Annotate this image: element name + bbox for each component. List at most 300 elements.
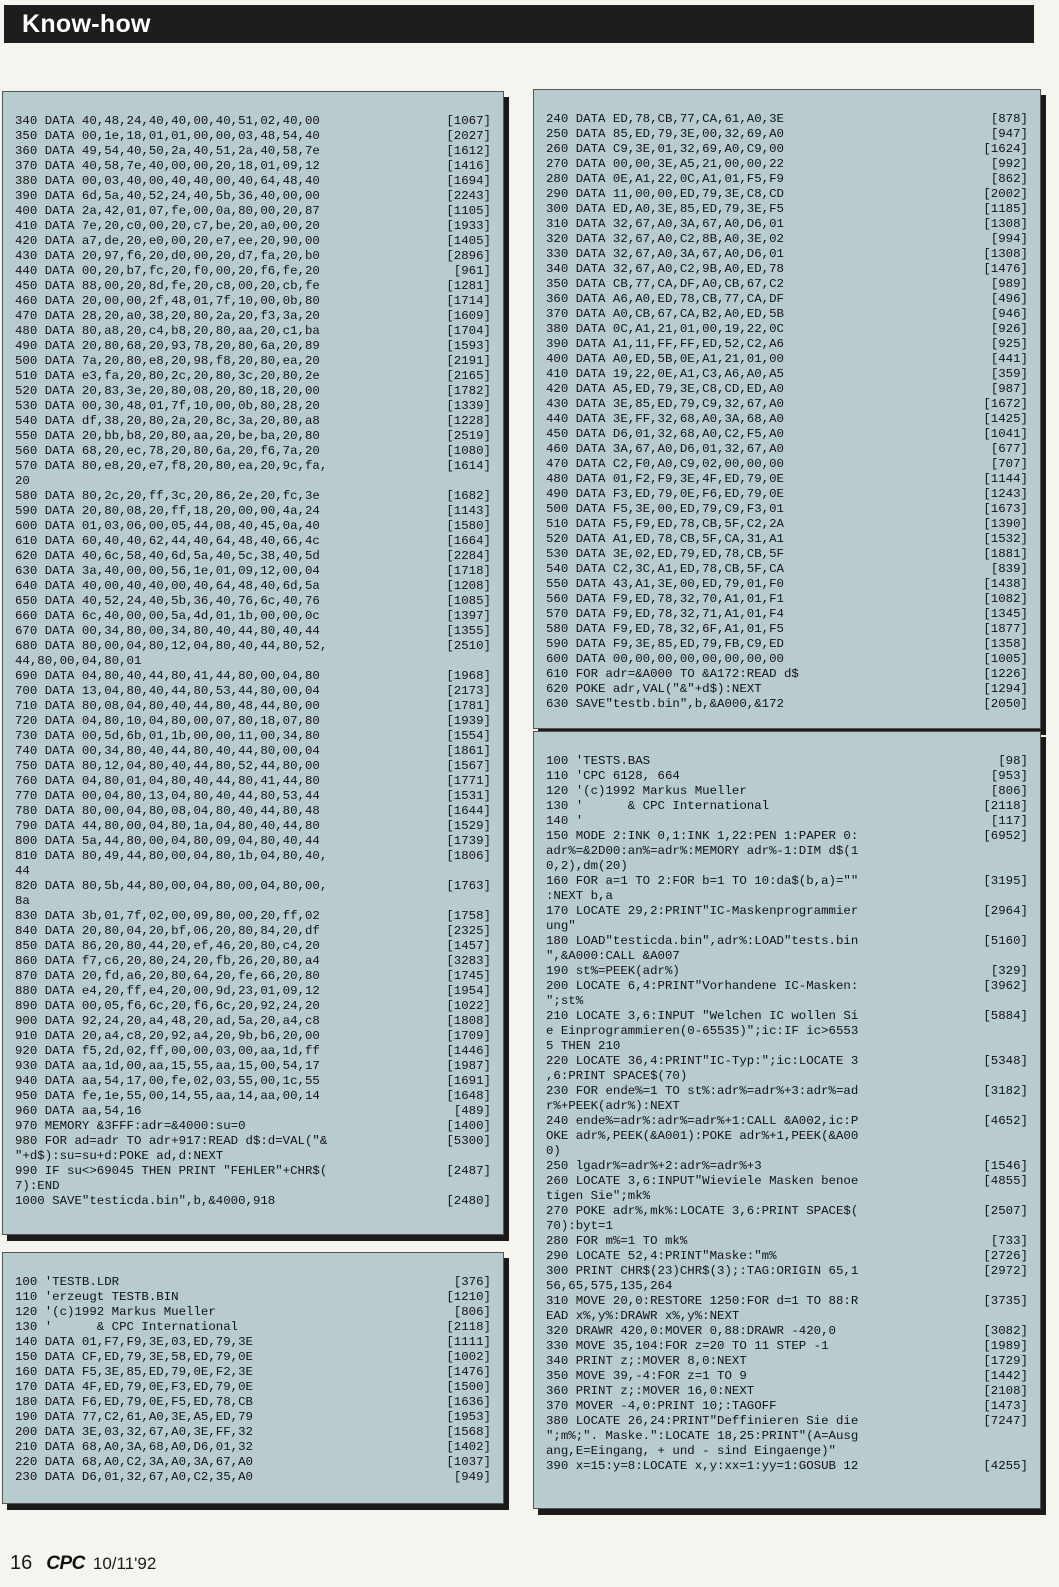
code-line [15, 459, 491, 474]
checksum: [1954] [446, 984, 491, 998]
code-line [15, 309, 491, 324]
code-text: 580 DATA F9,ED,78,32,6F,A1,01,F5 [546, 622, 784, 636]
code-text: 0) [546, 1144, 561, 1158]
code-line [15, 849, 491, 864]
checksum: [1446] [446, 1044, 491, 1058]
code-text: 750 DATA 80,12,04,80,40,44,80,52,44,80,00 [15, 759, 320, 773]
code-line [546, 1369, 1028, 1384]
checksum: [5348] [983, 1054, 1028, 1068]
checksum: [2487] [446, 1164, 491, 1178]
code-line [546, 784, 1028, 799]
code-line [15, 819, 491, 834]
code-line [546, 1099, 1028, 1114]
code-line [546, 247, 1028, 262]
code-line [15, 879, 491, 894]
checksum: [1185] [983, 202, 1028, 216]
checksum: [489] [453, 1104, 491, 1118]
code-line [15, 864, 491, 879]
checksum: [2480] [446, 1194, 491, 1208]
code-text: 300 PRINT CHR$(23)CHR$(3);:TAG:ORIGIN 65,1 [546, 1264, 859, 1278]
code-text: 630 SAVE"testb.bin",b,&A000,&172 [546, 697, 784, 711]
code-text: 400 DATA A0,ED,5B,0E,A1,21,01,00 [546, 352, 784, 366]
code-line [546, 172, 1028, 187]
code-line [15, 804, 491, 819]
checksum: [1968] [446, 669, 491, 683]
code-line [15, 504, 491, 519]
code-line [546, 397, 1028, 412]
code-text: 380 LOCATE 26,24:PRINT"Deffinieren Sie die [546, 1414, 859, 1428]
checksum: [1529] [446, 819, 491, 833]
checksum: [2243] [446, 189, 491, 203]
code-line [15, 354, 491, 369]
checksum: [1080] [446, 444, 491, 458]
magazine-logo: CPC [46, 1553, 85, 1574]
code-line [546, 517, 1028, 532]
checksum: [3182] [983, 1084, 1028, 1098]
code-line [546, 592, 1028, 607]
code-text: 530 DATA 00,30,48,01,7f,10,00,0b,80,28,20 [15, 399, 320, 413]
code-text: 520 DATA A1,ED,78,CB,5F,CA,31,A1 [546, 532, 784, 546]
code-text: 370 DATA 40,58,7e,40,00,00,20,18,01,09,12 [15, 159, 320, 173]
code-line [15, 489, 491, 504]
code-text: 540 DATA C2,3C,A1,ED,78,CB,5F,CA [546, 562, 784, 576]
checksum: [1416] [446, 159, 491, 173]
code-text: 590 DATA 20,80,08,20,ff,18,20,00,00,4a,24 [15, 504, 320, 518]
code-line [15, 789, 491, 804]
checksum: [1402] [446, 1440, 491, 1454]
code-line [15, 894, 491, 909]
code-text: 210 DATA 68,A0,3A,68,A0,D6,01,32 [15, 1440, 253, 1454]
checksum: [989] [990, 277, 1028, 291]
checksum: [1933] [446, 219, 491, 233]
checksum: [5300] [446, 1134, 491, 1148]
code-line [546, 934, 1028, 949]
code-line [15, 1149, 491, 1164]
checksum: [1085] [446, 594, 491, 608]
code-text: 210 LOCATE 3,6:INPUT "Welchen IC wollen Si [546, 1009, 859, 1023]
code-text: 350 MOVE 39,-4:FOR z=1 TO 9 [546, 1369, 747, 1383]
code-text: tigen Sie";mk% [546, 1189, 651, 1203]
checksum: [953] [990, 769, 1028, 783]
code-line [546, 232, 1028, 247]
code-line [546, 904, 1028, 919]
code-line [546, 502, 1028, 517]
code-text: ";m%;". Maske.":LOCATE 18,25:PRINT"(A=Ausg [546, 1429, 859, 1443]
checksum: [1987] [446, 1059, 491, 1073]
code-line [15, 429, 491, 444]
code-text: 140 DATA 01,F7,F9,3E,03,ED,79,3E [15, 1335, 253, 1349]
checksum: [1624] [983, 142, 1028, 156]
code-line [15, 1179, 491, 1194]
code-line [15, 924, 491, 939]
code-line [15, 1365, 491, 1380]
code-line [546, 1174, 1028, 1189]
code-line [546, 1234, 1028, 1249]
code-line [546, 382, 1028, 397]
code-line [15, 954, 491, 969]
code-text: 580 DATA 80,2c,20,ff,3c,20,86,2e,20,fc,3e [15, 489, 320, 503]
code-line [546, 1219, 1028, 1234]
code-text: 150 DATA CF,ED,79,3E,58,ED,79,0E [15, 1350, 253, 1364]
code-text: 160 FOR a=1 TO 2:FOR b=1 TO 10:da$(b,a)="" [546, 874, 859, 888]
code-text: 880 DATA e4,20,ff,e4,20,00,9d,23,01,09,12 [15, 984, 320, 998]
code-text: 660 DATA 6c,40,00,00,5a,4d,01,1b,00,00,0c [15, 609, 320, 623]
code-text: 110 'CPC 6128, 664 [546, 769, 680, 783]
code-line [546, 874, 1028, 889]
code-line [15, 1104, 491, 1119]
checksum: [733] [990, 1234, 1028, 1248]
code-line [546, 1084, 1028, 1099]
checksum: [806] [990, 784, 1028, 798]
code-text: 860 DATA f7,c6,20,80,24,20,fb,26,20,80,a4 [15, 954, 320, 968]
checksum: [707] [990, 457, 1028, 471]
checksum: [1704] [446, 324, 491, 338]
checksum: [1143] [446, 504, 491, 518]
code-line [546, 1204, 1028, 1219]
code-line [546, 769, 1028, 784]
code-text: 340 PRINT z;:MOVER 8,0:NEXT [546, 1354, 747, 1368]
code-text: 120 '(c)1992 Markus Mueller [15, 1305, 216, 1319]
code-line [546, 1024, 1028, 1039]
code-line [546, 157, 1028, 172]
code-line [15, 324, 491, 339]
checksum: [5884] [983, 1009, 1028, 1023]
code-line [15, 519, 491, 534]
checksum: [5160] [983, 934, 1028, 948]
code-text: 420 DATA A5,ED,79,3E,C8,CD,ED,A0 [546, 382, 784, 396]
code-text: ,6:PRINT SPACE$(70) [546, 1069, 688, 1083]
code-text: 360 DATA 49,54,40,50,2a,40,51,2a,40,58,7e [15, 144, 320, 158]
checksum: [1939] [446, 714, 491, 728]
code-text: 240 DATA ED,78,CB,77,CA,61,A0,3E [546, 112, 784, 126]
code-line [15, 774, 491, 789]
code-line [15, 444, 491, 459]
checksum: [1397] [446, 609, 491, 623]
code-line [15, 339, 491, 354]
code-line [546, 754, 1028, 769]
code-text: 590 DATA F9,3E,85,ED,79,FB,C9,ED [546, 637, 784, 651]
checksum: [1714] [446, 294, 491, 308]
code-line [15, 594, 491, 609]
code-line [546, 697, 1028, 712]
checksum: [2173] [446, 684, 491, 698]
checksum: [2284] [446, 549, 491, 563]
checksum: [1739] [446, 834, 491, 848]
code-line [546, 1279, 1028, 1294]
code-text: 180 LOAD"testicda.bin",adr%:LOAD"tests.bin [546, 934, 859, 948]
code-line [15, 1395, 491, 1410]
checksum: [1425] [983, 412, 1028, 426]
checksum: [1580] [446, 519, 491, 533]
code-line [15, 939, 491, 954]
checksum: [1111] [446, 1335, 491, 1349]
code-text: 110 'erzeugt TESTB.BIN [15, 1290, 179, 1304]
code-line [15, 159, 491, 174]
checksum: [1294] [983, 682, 1028, 696]
code-text: 460 DATA 20,00,00,2f,48,01,7f,10,00,0b,80 [15, 294, 320, 308]
code-text: 620 POKE adr,VAL("&"+d$):NEXT [546, 682, 762, 696]
checksum: [376] [453, 1275, 491, 1289]
code-line [546, 412, 1028, 427]
checksum: [1567] [446, 759, 491, 773]
code-line [546, 949, 1028, 964]
code-line [546, 1069, 1028, 1084]
code-text: e Einprogrammieren(0-65535)";ic:IF ic>6553 [546, 1024, 859, 1038]
code-line [546, 799, 1028, 814]
code-line [546, 322, 1028, 337]
checksum: [1022] [446, 999, 491, 1013]
checksum: [946] [990, 307, 1028, 321]
code-line [15, 474, 491, 489]
code-text: EAD x%,y%:DRAWR x%,y%:NEXT [546, 1309, 740, 1323]
code-text: 260 DATA C9,3E,01,32,69,A0,C9,00 [546, 142, 784, 156]
checksum: [3195] [983, 874, 1028, 888]
checksum: [961] [453, 264, 491, 278]
code-line [15, 1044, 491, 1059]
code-text: 390 x=15:y=8:LOCATE x,y:xx=1:yy=1:GOSUB 12 [546, 1459, 859, 1473]
code-text: 320 DRAWR 420,0:MOVER 0,88:DRAWR -420,0 [546, 1324, 836, 1338]
code-line [546, 622, 1028, 637]
code-text: 44,80,00,04,80,01 [15, 654, 142, 668]
code-line [546, 889, 1028, 904]
code-text: 170 DATA 4F,ED,79,0E,F3,ED,79,0E [15, 1380, 253, 1394]
code-text: 430 DATA 20,97,f6,20,d0,00,20,d7,fa,20,b0 [15, 249, 320, 263]
code-text: 130 ' & CPC International [15, 1320, 239, 1334]
code-line [15, 579, 491, 594]
checksum: [98] [998, 754, 1028, 768]
checksum: [1808] [446, 1014, 491, 1028]
code-line [15, 969, 491, 984]
checksum: [2165] [446, 369, 491, 383]
code-text: ang,E=Eingang, + und - sind Eingaenge)" [546, 1444, 836, 1458]
code-text: 280 DATA 0E,A1,22,0C,A1,01,F5,F9 [546, 172, 784, 186]
code-line [546, 352, 1028, 367]
code-line [546, 1039, 1028, 1054]
code-line [15, 1335, 491, 1350]
code-line [15, 1410, 491, 1425]
code-text: 480 DATA 80,a8,20,c4,b8,20,80,aa,20,c1,ba [15, 324, 320, 338]
checksum: [1644] [446, 804, 491, 818]
code-text: 280 FOR m%=1 TO mk% [546, 1234, 688, 1248]
code-line [546, 262, 1028, 277]
code-line [546, 652, 1028, 667]
checksum: [1771] [446, 774, 491, 788]
page-footer [10, 1552, 156, 1582]
code-text: 760 DATA 04,80,01,04,80,40,44,80,41,44,80 [15, 774, 320, 788]
checksum: [1861] [446, 744, 491, 758]
code-text: 260 LOCATE 3,6:INPUT"Wieviele Masken benoe [546, 1174, 859, 1188]
code-text: 950 DATA fe,1e,55,00,14,55,aa,14,aa,00,14 [15, 1089, 320, 1103]
code-line [15, 729, 491, 744]
checksum: [806] [453, 1305, 491, 1319]
code-text: 470 DATA C2,F0,A0,C9,02,00,00,00 [546, 457, 784, 471]
code-text: 370 DATA A0,CB,67,CA,B2,A0,ED,5B [546, 307, 784, 321]
code-line [15, 399, 491, 414]
code-line [15, 1089, 491, 1104]
code-line [15, 1275, 491, 1290]
code-text: 450 DATA D6,01,32,68,A0,C2,F5,A0 [546, 427, 784, 441]
checksum: [878] [990, 112, 1028, 126]
code-text: 400 DATA 2a,42,01,07,fe,00,0a,80,00,20,87 [15, 204, 320, 218]
code-line [15, 1029, 491, 1044]
code-line [15, 1440, 491, 1455]
checksum: [1673] [983, 502, 1028, 516]
code-line [15, 609, 491, 624]
code-text: 420 DATA a7,de,20,e0,00,20,e7,ee,20,90,00 [15, 234, 320, 248]
code-text: 340 DATA 40,48,24,40,40,00,40,51,02,40,00 [15, 114, 320, 128]
code-line [15, 699, 491, 714]
code-text: 970 MEMORY &3FFF:adr=&4000:su=0 [15, 1119, 246, 1133]
code-text: 490 DATA 20,80,68,20,93,78,20,80,6a,20,89 [15, 339, 320, 353]
checksum: [1648] [446, 1089, 491, 1103]
checksum: [1718] [446, 564, 491, 578]
code-line [546, 1159, 1028, 1174]
checksum: [1554] [446, 729, 491, 743]
checksum: [1729] [983, 1354, 1028, 1368]
checksum: [925] [990, 337, 1028, 351]
checksum: [1226] [983, 667, 1028, 681]
checksum: [1345] [983, 607, 1028, 621]
checksum: [2108] [983, 1384, 1028, 1398]
code-text: 830 DATA 3b,01,7f,02,00,09,80,00,20,ff,02 [15, 909, 320, 923]
checksum: [1144] [983, 472, 1028, 486]
code-line [15, 1074, 491, 1089]
code-line [546, 532, 1028, 547]
code-line [546, 1114, 1028, 1129]
code-line [15, 744, 491, 759]
code-text: 490 DATA F3,ED,79,0E,F6,ED,79,0E [546, 487, 784, 501]
checksum: [949] [453, 1470, 491, 1484]
checksum: [1500] [446, 1380, 491, 1394]
code-line [546, 829, 1028, 844]
code-text: 680 DATA 80,00,04,80,12,04,80,40,44,80,52, [15, 639, 328, 653]
code-line [546, 442, 1028, 457]
code-line [546, 607, 1028, 622]
code-text: 340 DATA 32,67,A0,C2,9B,A0,ED,78 [546, 262, 784, 276]
code-text: 290 LOCATE 52,4:PRINT"Maske:"m% [546, 1249, 777, 1263]
code-line [15, 1290, 491, 1305]
code-line [546, 1009, 1028, 1024]
code-line [546, 202, 1028, 217]
code-text: 160 DATA F5,3E,85,ED,79,0E,F2,3E [15, 1365, 253, 1379]
code-line [546, 1459, 1028, 1474]
code-text: 140 ' [546, 814, 584, 828]
listing-panel-testicda-loader [2, 91, 504, 1235]
listing-panel-testb-continued [533, 89, 1041, 729]
checksum: [1989] [983, 1339, 1028, 1353]
code-text: 180 DATA F6,ED,79,0E,F5,ED,78,CB [15, 1395, 253, 1409]
checksum: [2027] [446, 129, 491, 143]
code-line [546, 307, 1028, 322]
code-line [15, 1455, 491, 1470]
code-line [15, 1425, 491, 1440]
code-text: 440 DATA 00,20,b7,fc,20,f0,00,20,f6,fe,20 [15, 264, 320, 278]
code-text: 650 DATA 40,52,24,40,5b,36,40,76,6c,40,76 [15, 594, 320, 608]
code-text: 44 [15, 864, 30, 878]
code-line [15, 999, 491, 1014]
code-line [15, 714, 491, 729]
code-text: 220 LOCATE 36,4:PRINT"IC-Typ:";ic:LOCATE 3 [546, 1054, 859, 1068]
code-text: 200 LOCATE 6,4:PRINT"Vorhandene IC-Masken: [546, 979, 859, 993]
checksum: [1664] [446, 534, 491, 548]
code-text: 250 DATA 85,ED,79,3E,00,32,69,A0 [546, 127, 784, 141]
checksum: [677] [990, 442, 1028, 456]
code-line [546, 1129, 1028, 1144]
code-line [15, 264, 491, 279]
code-text: 1000 SAVE"testicda.bin",b,&4000,918 [15, 1194, 276, 1208]
code-text: 900 DATA 92,24,20,a4,48,20,ad,5a,20,a4,c8 [15, 1014, 320, 1028]
code-text: 550 DATA 20,bb,b8,20,80,aa,20,be,ba,20,80 [15, 429, 320, 443]
code-line [15, 369, 491, 384]
code-text: 910 DATA 20,a4,c8,20,92,a4,20,9b,b6,20,00 [15, 1029, 320, 1043]
checksum: [4652] [983, 1114, 1028, 1128]
code-text: 710 DATA 80,08,04,80,40,44,80,48,44,80,00 [15, 699, 320, 713]
code-line [546, 1309, 1028, 1324]
code-line [546, 859, 1028, 874]
code-line [15, 1014, 491, 1029]
code-text: 350 DATA 00,1e,18,01,01,00,00,03,48,54,40 [15, 129, 320, 143]
code-text: 620 DATA 40,6c,58,40,6d,5a,40,5c,38,40,5d [15, 549, 320, 563]
code-line [546, 667, 1028, 682]
checksum: [2964] [983, 904, 1028, 918]
checksum: [1694] [446, 174, 491, 188]
code-text: 100 'TESTB.LDR [15, 1275, 120, 1289]
code-text: :NEXT b,a [546, 889, 613, 903]
code-text: 570 DATA 80,e8,20,e7,f8,20,80,ea,20,9c,fa, [15, 459, 328, 473]
checksum: [1228] [446, 414, 491, 428]
code-text: 350 DATA CB,77,CA,DF,A0,CB,67,C2 [546, 277, 784, 291]
code-text: 360 DATA A6,A0,ED,78,CB,77,CA,DF [546, 292, 784, 306]
checksum: [1709] [446, 1029, 491, 1043]
code-line [546, 919, 1028, 934]
code-text: 170 LOCATE 29,2:PRINT"IC-Maskenprogrammier [546, 904, 859, 918]
code-line [546, 1414, 1028, 1429]
code-text: ";st% [546, 994, 584, 1008]
code-text: 550 DATA 43,A1,3E,00,ED,79,01,F0 [546, 577, 784, 591]
code-text: 560 DATA F9,ED,78,32,70,A1,01,F1 [546, 592, 784, 606]
checksum: [1781] [446, 699, 491, 713]
code-text: 500 DATA F5,3E,00,ED,79,C9,F3,01 [546, 502, 784, 516]
checksum: [1208] [446, 579, 491, 593]
code-line [546, 472, 1028, 487]
code-line [546, 1294, 1028, 1309]
code-text: OKE adr%,PEEK(&A001):POKE adr%+1,PEEK(&A00 [546, 1129, 859, 1143]
checksum: [839] [990, 562, 1028, 576]
code-text: 5 THEN 210 [546, 1039, 621, 1053]
code-line [15, 984, 491, 999]
code-line [546, 1249, 1028, 1264]
checksum: [1877] [983, 622, 1028, 636]
code-text: 560 DATA 68,20,ec,78,20,80,6a,20,f6,7a,20 [15, 444, 320, 458]
code-line [15, 1119, 491, 1134]
checksum: [1355] [446, 624, 491, 638]
checksum: [1005] [983, 652, 1028, 666]
code-text: 290 DATA 11,00,00,ED,79,3E,C8,CD [546, 187, 784, 201]
checksum: [3082] [983, 1324, 1028, 1338]
checksum: [329] [990, 964, 1028, 978]
code-line [546, 1324, 1028, 1339]
code-line [15, 834, 491, 849]
code-text: 130 ' & CPC International [546, 799, 770, 813]
code-line [546, 427, 1028, 442]
code-text: 770 DATA 00,04,80,13,04,80,40,44,80,53,44 [15, 789, 320, 803]
code-text: 310 DATA 32,67,A0,3A,67,A0,D6,01 [546, 217, 784, 231]
checksum: [1442] [983, 1369, 1028, 1383]
code-text: 980 FOR ad=adr TO adr+917:READ d$:d=VAL("& [15, 1134, 328, 1148]
code-text: 150 MODE 2:INK 0,1:INK 1,22:PEN 1:PAPER 0: [546, 829, 859, 843]
checksum: [1476] [983, 262, 1028, 276]
checksum: [1568] [446, 1425, 491, 1439]
